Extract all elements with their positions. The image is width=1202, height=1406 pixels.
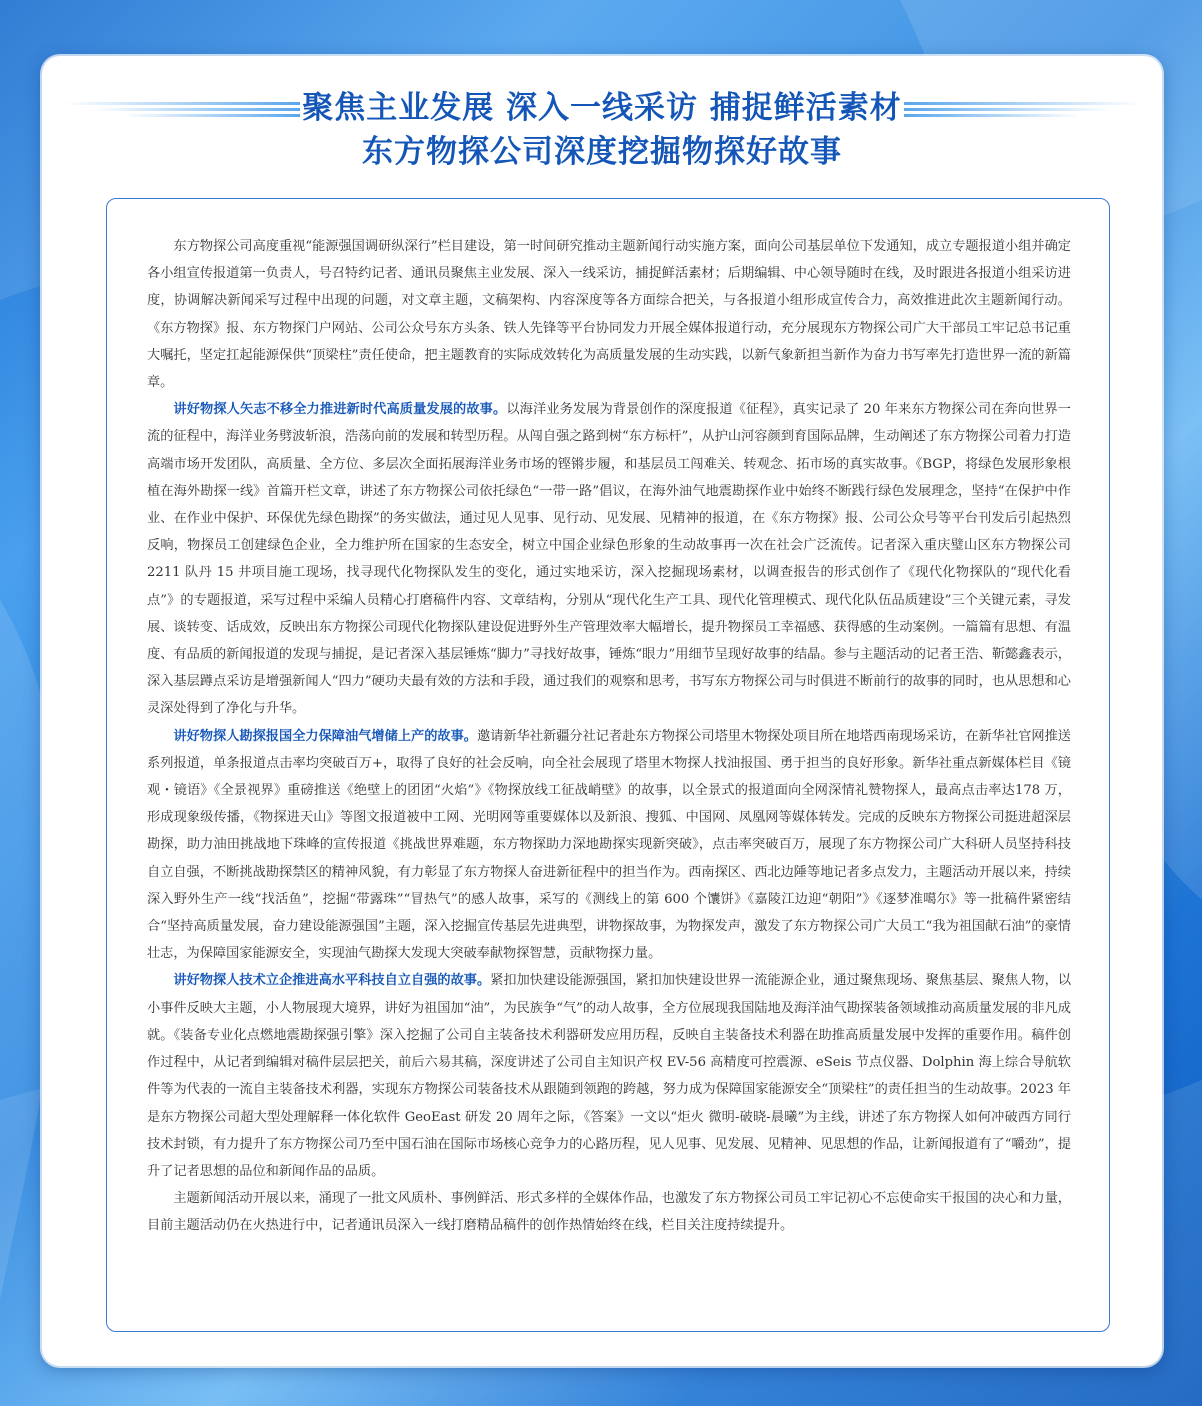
paragraph-exploration-text: 邀请新华社新疆分社记者赴东方物探公司塔里木物探处项目所在地塔西南现场采访，在新华社官网推送系列报道，单条报道点击率均突破百万+，取得了良好的社会反响，向全社会展现了塔里木物探人找油报国、勇于担当的良好形象。新华社重点新媒体栏目《镜观・镜语》《全景视界》重磅推送《绝壁上的团团“火焰”》《物探放线工征战峭壁》的故事，以全景式的报道面向全网深情礼赞物探人，最高点击率达178 万，形成现象级传播，《物探进天山》等图文报道被中工网、光明网等重要媒体以及新浪、搜狐、中国网、凤凰网等媒体转发。完成的反映东方物探公司挺进超深层勘探，助力油田挑战地下珠峰的宣传报道《挑战世界难题，东方物探助力深地勘探实现新突破》，点击率突破百万，展现了东方物探公司广大科研人员坚持科技自立自强，不断挑战勘探禁区的精神风貌，有力彰显了东方物探人奋进新征程中的担当作为。西南探区、西北边陲等地记者多点发力，主题活动开展以来，持续深入野外生产一线“找活鱼”，挖掘“带露珠”“冒热气”的感人故事，采写的《测线上的第 600 个馕饼》《嘉陵江边迎“朝阳”》《逐梦准噶尔》等一批稿件紧密结合“坚持高质量发展，奋力建设能源强国”主题，深入挖掘宣传基层先进典型，讲物探故事，为物探发声，激发了东方物探公司广大员工“我为祖国献石油”的豪情壮志，为保障国家能源安全，实现油气勘探大发现大突破奉献物探智慧，贡献物探力量。	[147, 728, 1071, 962]
paragraph-development-lead: 讲好物探人矢志不移全力推进新时代高质量发展的故事。	[173, 402, 507, 418]
paragraph-development	[147, 396, 1071, 722]
title-line-1: 聚焦主业发展 深入一线采访 捕捉鲜活素材	[302, 90, 902, 126]
title-line-2: 东方物探公司深度挖掘物探好故事	[362, 134, 842, 170]
paragraph-conclusion	[147, 1185, 1071, 1239]
content-card	[42, 56, 1162, 1366]
paragraph-conclusion-text: 主题新闻活动开展以来，涌现了一批文风质朴、事例鲜活、形式多样的全媒体作品，也激发了东方物探公司员工牢记初心不忘使命实干报国的决心和力量，目前主题活动仍在火热进行中，记者通讯员深入一线打磨精品稿件的创作热情始终在线，栏目关注度持续提升。	[147, 1191, 1071, 1234]
paragraph-technology-text: 紧扣加快建设能源强国，紧扣加快建设世界一流能源企业，通过聚焦现场、聚焦基层、聚焦人物，以小事件反映大主题，小人物展现大境界，讲好为祖国加“油”，为民族争“气”的动人故事，全方位展现我国陆地及海洋油气勘探装备领域推动高质量发展的非凡成就。《装备专业化点燃地震勘探强引擎》深入挖掘了公司自主装备技术利器研发应用历程，反映自主装备技术利器在助推高质量发展中发挥的重要作用。稿件创作过程中，从记者到编辑对稿件层层把关，前后六易其稿，深度讲述了公司自主知识产权 EV-56 高精度可控震源、eSeis 节点仪器、Dolphin 海上综合导航软件等为代表的一流自主装备技术利器，实现东方物探公司装备技术从跟随到领跑的跨越，努力成为保障国家能源安全“顶梁柱”的责任担当的生动故事。2023 年是东方物探公司超大型处理解释一体化软件 GeoEast 研发 20 周年之际，《答案》一文以“炬火 微明-破晓-晨曦”为主线，讲述了东方物探人如何冲破西方同行技术封锁，有力提升了东方物探公司乃至中国石油在国际市场核心竞争力的心路历程，见人见事、见发展、见精神、见思想的作品，让新闻报道有了“嚼劲”，提升了记者思想的品位和新闻作品的品质。	[147, 973, 1072, 1179]
article-body	[106, 198, 1110, 1332]
paragraph-technology-lead: 讲好物探人技术立企推进高水平科技自立自强的故事。	[173, 973, 491, 989]
paragraph-exploration	[147, 723, 1071, 968]
paragraph-intro	[147, 233, 1071, 396]
paragraph-technology	[147, 967, 1071, 1185]
paragraph-exploration-lead: 讲好物探人勘探报国全力保障油气增储上产的故事。	[173, 728, 477, 744]
paragraph-intro-text: 东方物探公司高度重视“能源强国调研纵深行”栏目建设，第一时间研究推动主题新闻行动实施方案，面向公司基层单位下发通知，成立专题报道小组并确定各小组宣传报道第一负责人，号召特约记者、通讯员聚焦主业发展、深入一线采访，捕捉鲜活素材；后期编辑、中心领导随时在线，及时跟进各报道小组采访进度，协调解决新闻采写过程中出现的问题，对文章主题，文稿架构、内容深度等各方面综合把关，与各报道小组形成宣传合力，高效推进此次主题新闻行动。《东方物探》报、东方物探门户网站、公司公众号东方头条、铁人先锋等平台协同发力开展全媒体报道行动，充分展现东方物探公司广大干部员工牢记总书记重大嘱托，坚定扛起能源保供“顶梁柱”责任使命，把主题教育的实际成效转化为高质量发展的生动实践，以新气象新担当新作为奋力书写率先打造世界一流的新篇章。	[147, 239, 1071, 391]
page-title	[42, 86, 1162, 174]
paragraph-development-text: 以海洋业务发展为背景创作的深度报道《征程》，真实记录了 20 年来东方物探公司在奔向世界一流的征程中，海洋业务劈波斩浪，浩荡向前的发展和转型历程。从闯自强之路到树“东方标杆”，从护山河容颜到育国际品牌，生动阐述了东方物探公司着力打造高端市场开发团队，高质量、全方位、多层次全面拓展海洋业务市场的铿锵步履，和基层员工闯难关、转观念、拓市场的真实故事。《BGP，将绿色发展形象根植在海外勘探一线》首篇开栏文章，讲述了东方物探公司依托绿色“一带一路”倡议，在海外油气地震勘探作业中始终不断践行绿色发展理念，坚持“在保护中作业、在作业中保护、环保优先绿色勘探”的务实做法，通过见人见事、见行动、见发展、见精神的报道，在《东方物探》报、公司公众号等平台刊发后引起热烈反响，物探员工创建绿色企业，全力维护所在国家的生态安全，树立中国企业绿色形象的生动故事再一次在社会广泛流传。记者深入重庆璧山区东方物探公司 2211 队丹 15 井项目施工现场，找寻现代化物探队发生的变化，通过实地采访，深入挖掘现场素材，以调查报告的形式创作了《现代化物探队的“现代化看点”》的专题报道，采写过程中采编人员精心打磨稿件内容、文章结构，分别从“现代化生产工具、现代化管理模式、现代化队伍品质建设”三个关键元素，寻发展、谈转变、话成效，反映出东方物探公司现代化物探队建设促进野外生产管理效率大幅增长，提升物探员工幸福感、获得感的生动案例。一篇篇有思想、有温度、有品质的新闻报道的发现与捕捉，是记者深入基层锤炼“脚力”寻找好故事，锤炼“眼力”用细节呈现好故事的结晶。参与主题活动的记者王浩、靳懿鑫表示，深入基层蹲点采访是增强新闻人“四力”硬功夫最有效的方法和手段，通过我们的观察和思考，书写东方物探公司与时俱进不断前行的故事的同时，也从思想和心灵深处得到了净化与升华。	[147, 402, 1071, 717]
